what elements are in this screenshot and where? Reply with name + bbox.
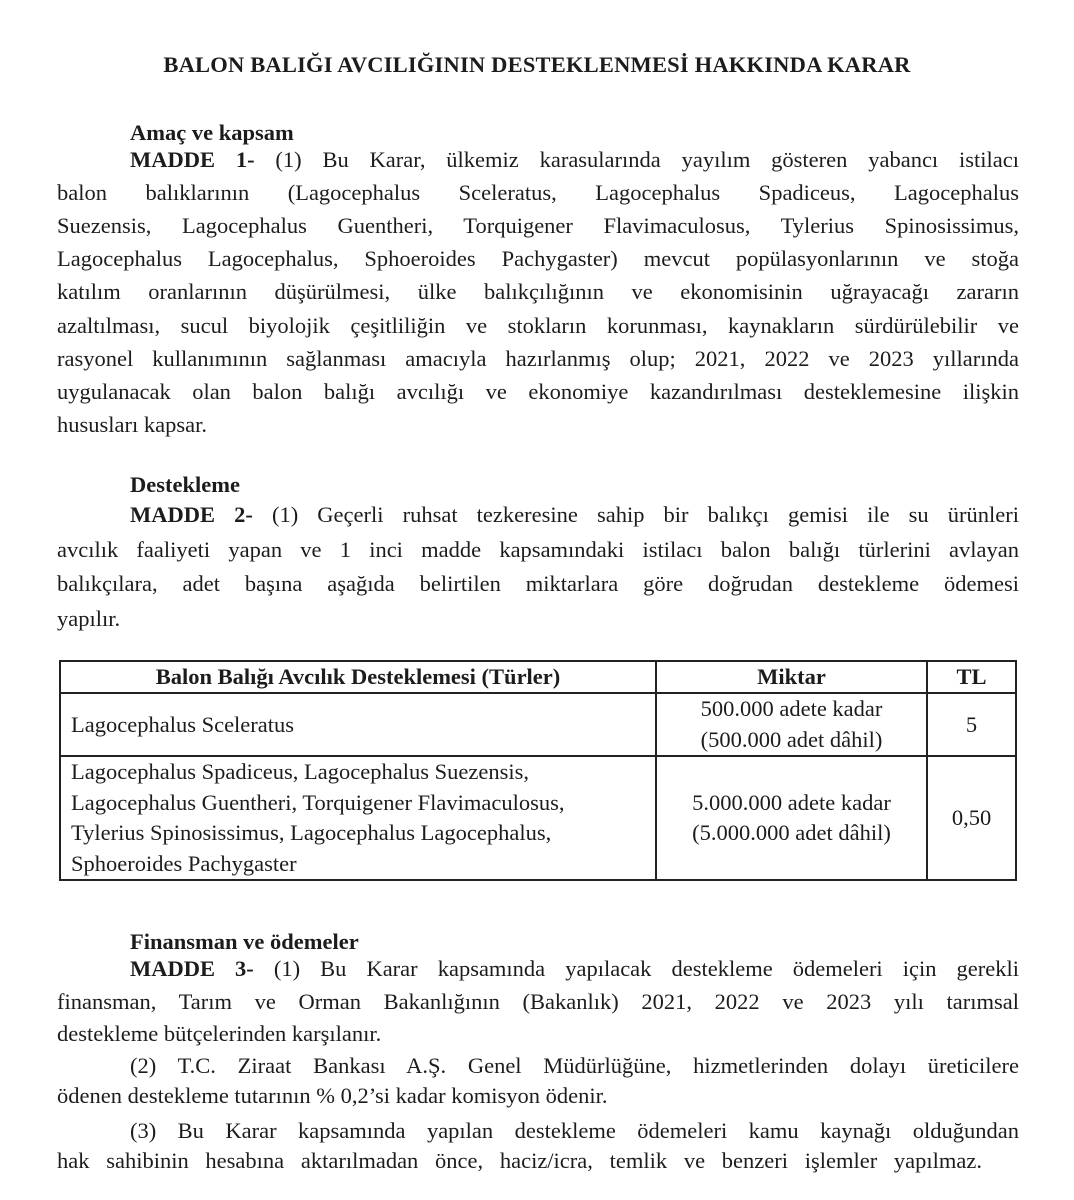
paragraph-line: [57, 378, 1019, 404]
paragraph-text: uygulanacak olan balon balığı avcılığı ve ekonomiye kazandırılması desteklemesine ilişkin: [57, 378, 1019, 404]
paragraph-text: yapılır.: [57, 605, 121, 631]
table-cell-species: [60, 693, 656, 756]
paragraph-line: [57, 988, 1019, 1014]
paragraph-text: (1) Bu Karar kapsamında yapılacak destekleme ödemeleri için gerekli: [253, 956, 1019, 981]
paragraph-line: [57, 411, 1019, 437]
species-line: Lagocephalus Spadiceus, Lagocephalus Suezensis,: [71, 759, 529, 785]
paragraph-text: (1) Geçerli ruhsat tezkeresine sahip bir balıkçı gemisi ile su ürünleri: [252, 502, 1020, 527]
paragraph-text: (1) Bu Karar, ülkemiz karasularında yayılım gösteren yabancı istilacı: [254, 147, 1019, 172]
species-line: Lagocephalus Sceleratus: [71, 711, 295, 737]
paragraph-text: balon balıklarının (Lagocephalus Sceleratus, Lagocephalus Spadiceus, Lagocephalus: [57, 180, 1019, 206]
table-cell-amount: [656, 693, 927, 756]
section-heading-scope: Amaç ve kapsam: [130, 120, 294, 145]
paragraph-line: [57, 248, 1019, 271]
table-row: [60, 756, 1016, 880]
article-label: MADDE 3-: [130, 956, 254, 981]
paragraph-text: katılım oranlarının düşürülmesi, ülke balıkçılığının ve ekonomisinin uğrayacağı zararın: [57, 279, 1019, 305]
paragraph-text: finansman, Tarım ve Orman Bakanlığının (Bakanlık) 2021, 2022 ve 2023 yılı tarımsal: [57, 988, 1019, 1014]
table-header-row: [60, 661, 1016, 693]
paragraph-line: [57, 1023, 1019, 1046]
amount-line: (500.000 adet dâhil): [700, 726, 883, 752]
species-line: Tylerius Spinosissimus, Lagocephalus Lagocephalus,: [71, 820, 552, 846]
paragraph-text: (3) Bu Karar kapsamında yapılan destekleme ödemeleri kamu kaynağı olduğundan: [130, 1118, 1019, 1143]
paragraph-line: [57, 536, 1019, 562]
table-header-species: Balon Balığı Avcılık Desteklemesi (Türler): [60, 661, 656, 693]
paragraph-line: [57, 312, 1019, 338]
paragraph-line: [130, 1053, 1019, 1079]
article-label: MADDE 2-: [130, 502, 253, 527]
paragraph-line: hak sahibinin hesabına aktarılmadan önce, haciz/icra, temlik ve benzeri işlemler yapılmaz.: [57, 1148, 982, 1173]
paragraph-line: [130, 958, 1019, 981]
paragraph-text: balıkçılara, adet başına aşağıda belirtilen miktarlara göre doğrudan destekleme ödemesi: [57, 571, 1019, 596]
table-cell-tl: 5: [927, 693, 1016, 756]
document-title: BALON BALIĞI AVCILIĞININ DESTEKLENMESİ HAKKINDA KARAR: [163, 52, 911, 77]
paragraph-line: ödenen destekleme tutarının % 0,2’si kadar komisyon ödenir.: [57, 1083, 608, 1108]
paragraph-line: [130, 1118, 1019, 1144]
paragraph-line: [57, 281, 1019, 304]
paragraph-line: [57, 215, 1019, 238]
paragraph-line: [57, 573, 1019, 596]
species-line: Sphoeroides Pachygaster: [71, 850, 297, 876]
article-label: MADDE 1-: [130, 147, 255, 172]
table-cell-amount: [656, 756, 927, 880]
paragraph-line: [57, 605, 1019, 631]
paragraph-line: [130, 149, 1019, 172]
section-heading-support: Destekleme: [130, 472, 240, 497]
paragraph-line: [57, 345, 1019, 371]
table-header-tl: TL: [927, 661, 1016, 693]
paragraph-text: (2) T.C. Ziraat Bankası A.Ş. Genel Müdürlüğüne, hizmetlerinden dolayı üreticilere: [130, 1053, 1019, 1078]
section-heading-financing: Finansman ve ödemeler: [130, 929, 359, 954]
amount-line: 500.000 adete kadar: [700, 696, 883, 722]
paragraph-line: [57, 182, 1019, 205]
table-cell-tl: 0,50: [927, 756, 1016, 880]
amount-line: 5.000.000 adete kadar: [692, 789, 891, 815]
paragraph-text: destekleme bütçelerinden karşılanır.: [57, 1021, 382, 1046]
paragraph-line: [130, 504, 1019, 527]
paragraph-text: avcılık faaliyeti yapan ve 1 inci madde kapsamındaki istilacı balon balığı türlerini avlayan: [57, 536, 1019, 562]
paragraph-text: Lagocephalus Lagocephalus, Sphoeroides Pachygaster) mevcut popülasyonlarının ve stoğa: [57, 246, 1019, 272]
paragraph-text: rasyonel kullanımının sağlanması amacıyla hazırlanmış olup; 2021, 2022 ve 2023 yıllarında: [57, 345, 1019, 371]
table-header-amount: Miktar: [656, 661, 927, 693]
paragraph-text: hususları kapsar.: [57, 411, 207, 437]
paragraph-text: Suezensis, Lagocephalus Guentheri, Torquigener Flavimaculosus, Tylerius Spinosissimus,: [57, 213, 1019, 239]
table-row: [60, 693, 1016, 756]
amount-line: (5.000.000 adet dâhil): [692, 820, 891, 846]
table-cell-species: [60, 756, 656, 880]
species-line: Lagocephalus Guentheri, Torquigener Flavimaculosus,: [71, 789, 565, 815]
support-table: [59, 660, 1017, 881]
paragraph-text: azaltılması, sucul biyolojik çeşitliliğin ve stokların korunması, kaynakların sürdürülebilir ve: [57, 312, 1019, 338]
